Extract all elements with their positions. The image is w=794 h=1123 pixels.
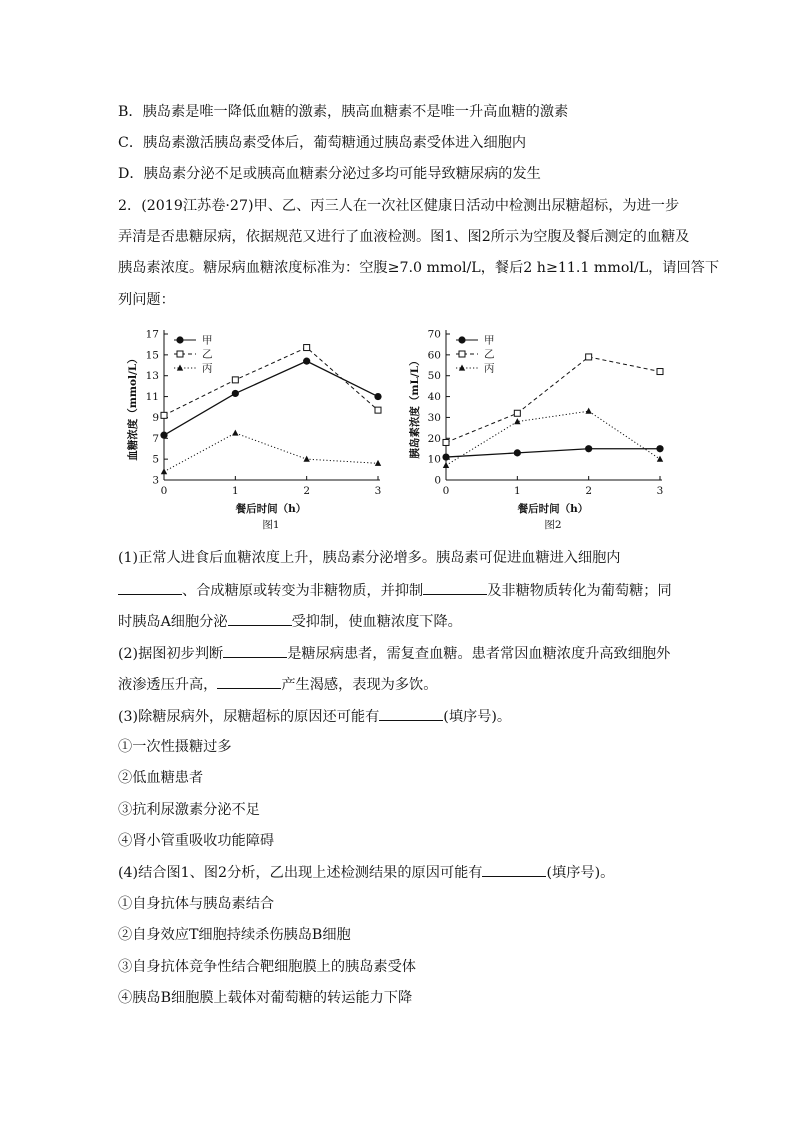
y-tick-label: 60 (427, 349, 441, 362)
sub4-choice: ③自身抗体竞争性结合靶细胞膜上的胰岛素受体 (118, 959, 416, 975)
sub3-choice: ②低血糖患者 (118, 770, 204, 786)
data-point (585, 445, 592, 452)
data-point (304, 345, 310, 351)
data-point (586, 354, 592, 360)
sub2-line2 (118, 674, 437, 695)
data-point (459, 351, 465, 357)
sub4-stem-start: (4)结合图1、图2分析，乙出现上述检测结果的原因可能有 (118, 865, 483, 881)
y-tick-label: 9 (152, 411, 159, 424)
legend-label: 丙 (484, 362, 495, 375)
x-tick-label: 0 (160, 485, 168, 497)
x-tick-label: 3 (656, 485, 664, 497)
sub1-line1: (1)正常人进食后血糖浓度上升，胰岛素分泌增多。胰岛素可促进血糖进入细胞内 (118, 550, 621, 566)
data-point (443, 462, 449, 468)
sub3-choice: ③抗利尿激素分泌不足 (118, 802, 260, 818)
question2-line1: 2．(2019江苏卷·27)甲、乙、丙三人在一次社区健康日活动中检测出尿糖超标，为进一步 (118, 198, 680, 214)
y-tick-label: 5 (152, 453, 159, 466)
series-line (446, 357, 660, 443)
answer-blank[interactable] (379, 706, 443, 721)
data-point (657, 456, 663, 462)
sub2-line1-start: (2)据图初步判断 (118, 646, 224, 662)
sub4-stem (118, 862, 614, 883)
data-point (458, 336, 465, 343)
series-乙 (443, 354, 663, 446)
y-tick-label: 13 (145, 370, 159, 383)
data-point (303, 456, 309, 462)
sub4-choice: ②自身效应T细胞持续杀伤胰岛B细胞 (118, 927, 351, 943)
data-point (176, 336, 183, 343)
y-tick-label: 70 (427, 328, 441, 341)
x-axis-label: 餐后时间（h） (235, 503, 307, 515)
x-tick-label: 2 (585, 485, 593, 497)
x-tick-label: 3 (374, 485, 382, 497)
data-point (177, 351, 183, 357)
y-tick-label: 17 (145, 328, 159, 341)
figure1-blood-glucose-chart (120, 322, 390, 536)
sub2-line2-start: 液渗透压升高， (118, 677, 218, 693)
data-point (375, 407, 381, 413)
data-point (442, 453, 449, 460)
y-tick-label: 20 (427, 432, 441, 445)
option-d: D．胰岛素分泌不足或胰高血糖素分泌过多均可能导致糖尿病的发生 (118, 166, 541, 182)
series-line (164, 361, 378, 435)
series-line (164, 348, 378, 416)
question2-line2: 弄清是否患糖尿病，依据规范又进行了血液检测。图1、图2所示为空腹及餐后测定的血糖及 (118, 229, 690, 245)
series-line (446, 411, 660, 465)
legend (456, 335, 495, 375)
legend-label: 甲 (202, 334, 213, 347)
y-tick-label: 3 (152, 474, 159, 487)
y-axis-label: 胰岛素浓度（mL/L） (409, 355, 421, 459)
series-line (446, 449, 660, 457)
legend-label: 甲 (484, 334, 495, 347)
sub1-line2-end: 及非糖物质转化为葡萄糖；同 (487, 583, 672, 599)
sub3-choice: ①一次性摄糖过多 (118, 739, 232, 755)
sub3-stem-end: (填序号)。 (443, 709, 512, 725)
sub1-line3 (118, 611, 462, 632)
data-point (443, 439, 449, 445)
y-tick-label: 30 (427, 411, 441, 424)
sub2-line2-end: 产生渴感，表现为多饮。 (281, 677, 438, 693)
answer-blank[interactable] (217, 674, 281, 689)
legend-label: 乙 (202, 348, 213, 361)
figure-caption: 图1 (262, 519, 280, 531)
data-point (657, 369, 663, 375)
data-point (514, 449, 521, 456)
figure-caption: 图2 (544, 519, 562, 531)
data-point (232, 430, 238, 436)
data-point (656, 445, 663, 452)
answer-blank[interactable] (482, 862, 546, 877)
series-甲 (160, 358, 381, 439)
sub1-line2 (118, 580, 672, 601)
data-point (232, 377, 238, 383)
sub3-choice: ④肾小管重吸收功能障碍 (118, 833, 275, 849)
option-c: C．胰岛素激活胰岛素受体后，葡萄糖通过胰岛素受体进入细胞内 (118, 135, 527, 151)
x-tick-label: 1 (231, 485, 239, 497)
data-point (232, 390, 239, 397)
legend (174, 335, 213, 375)
figure2-insulin-chart (402, 322, 672, 536)
sub4-choice: ①自身抗体与胰岛素结合 (118, 896, 275, 912)
y-tick-label: 7 (152, 432, 159, 445)
y-tick-label: 40 (427, 391, 441, 404)
data-point (160, 432, 167, 439)
y-tick-label: 0 (434, 474, 441, 487)
y-tick-label: 50 (427, 370, 441, 383)
sub4-stem-end: (填序号)。 (546, 865, 615, 881)
answer-blank[interactable] (228, 611, 292, 626)
data-point (161, 412, 167, 418)
answer-blank[interactable] (223, 643, 287, 658)
sub1-line2-text: 、合成糖原或转变为非糖物质，并抑制 (182, 583, 424, 599)
option-b: B．胰岛素是唯一降低血糖的激素，胰高血糖素不是唯一升高血糖的激素 (118, 104, 569, 120)
y-tick-label: 11 (145, 391, 159, 404)
sub3-stem-start: (3)除糖尿病外，尿糖超标的原因还可能有 (118, 709, 380, 725)
data-point (303, 358, 310, 365)
x-tick-label: 2 (303, 485, 311, 497)
series-line (164, 433, 378, 472)
x-axis-label: 餐后时间（h） (517, 503, 589, 515)
data-point (161, 468, 167, 474)
sub4-choice: ④胰岛B细胞膜上载体对葡萄糖的转运能力下降 (118, 990, 413, 1006)
data-point (585, 408, 591, 414)
sub3-stem (118, 706, 511, 727)
answer-blank[interactable] (118, 580, 182, 595)
answer-blank[interactable] (423, 580, 487, 595)
data-point (374, 393, 381, 400)
y-tick-label: 10 (427, 453, 441, 466)
legend-label: 乙 (484, 348, 495, 361)
sub2-line1 (118, 643, 670, 664)
series-丙 (443, 408, 663, 468)
x-tick-label: 0 (442, 485, 450, 497)
legend-label: 丙 (202, 362, 213, 375)
sub2-line1-end: 是糖尿病患者，需复查血糖。患者常因血糖浓度升高致细胞外 (287, 646, 671, 662)
series-丙 (161, 430, 381, 475)
x-tick-label: 1 (513, 485, 521, 497)
sub1-line3-end: 受抑制，使血糖浓度下降。 (291, 614, 462, 630)
data-point (375, 460, 381, 466)
sub1-line3-start: 时胰岛A细胞分泌 (118, 614, 228, 630)
question2-line3: 胰岛素浓度。糖尿病血糖浓度标准为：空腹≥7.0 mmol/L，餐后2 h≥11.1 mmol/L，请回答下 (118, 260, 720, 276)
y-axis-label: 血糖浓度（mmol/L） (127, 353, 139, 461)
y-tick-label: 15 (145, 349, 159, 362)
data-point (514, 410, 520, 416)
question2-line4: 列问题： (118, 292, 175, 308)
